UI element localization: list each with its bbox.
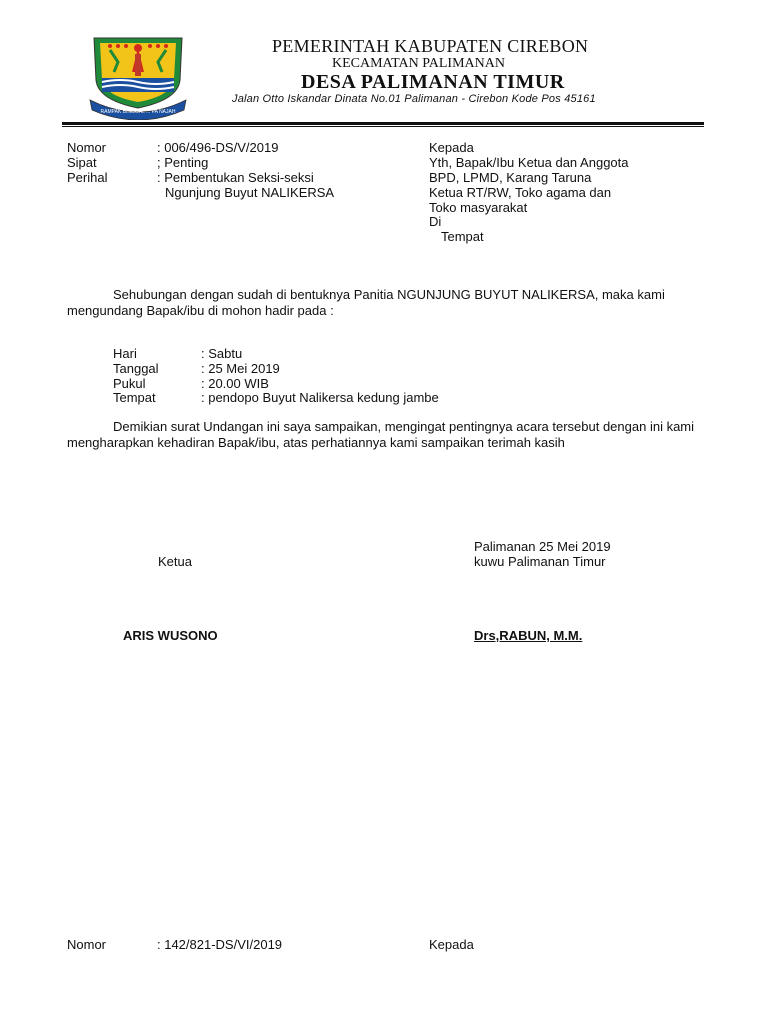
signer-left-name: ARIS WUSONO bbox=[123, 628, 218, 643]
detail-label-tanggal: Tanggal bbox=[113, 361, 159, 376]
detail-label-hari: Hari bbox=[113, 346, 137, 361]
signer-right-role: kuwu Palimanan Timur bbox=[474, 554, 606, 569]
letterhead-government: PEMERINTAH KABUPATEN CIREBON bbox=[272, 36, 589, 56]
letterhead-address: Jalan Otto Iskandar Dinata No.01 Palimanan - Cirebon Kode Pos 45161 bbox=[232, 93, 596, 105]
recipient-line: Toko masyarakat bbox=[429, 200, 528, 215]
recipient-line: Ketua RT/RW, Toko agama dan bbox=[429, 185, 612, 200]
detail-label-pukul: Pukul bbox=[113, 376, 146, 391]
detail-value-pukul: : 20.00 WIB bbox=[201, 376, 269, 391]
regency-emblem-logo bbox=[88, 34, 188, 120]
detail-value-tempat: : pendopo Buyut Nalikersa kedung jambe bbox=[201, 390, 439, 405]
meta-value-nomor: : 006/496-DS/V/2019 bbox=[157, 140, 279, 155]
signer-left-role: Ketua bbox=[158, 554, 192, 569]
recipient-line: Tempat bbox=[441, 229, 484, 244]
meta-value-perihal-cont: Ngunjung Buyut NALIKERSA bbox=[165, 185, 335, 200]
letterhead-village: DESA PALIMANAN TIMUR bbox=[301, 71, 565, 93]
meta-label-nomor: Nomor bbox=[67, 140, 107, 155]
logo-motto: RAMPAK BINGGAL ... PA NAJAH bbox=[100, 109, 176, 115]
meta-value-sipat: ; Penting bbox=[157, 155, 209, 170]
recipient-line: Di bbox=[429, 214, 442, 229]
recipient-line: Yth, Bapak/Ibu Ketua dan Anggota bbox=[429, 155, 629, 170]
letter2-nomor-label: Nomor bbox=[67, 937, 107, 952]
letterhead-rule-thick bbox=[62, 122, 704, 125]
recipient-line: BPD, LPMD, Karang Taruna bbox=[429, 170, 592, 185]
letterhead-rule-thin bbox=[62, 126, 704, 127]
closing-paragraph: Demikian surat Undangan ini saya sampaikan, mengingat pentingnya acara tersebut dengan ini kami mengharapkan kehadiran Bapak/ibu, atas perhatiannya kami sampaikan terimah kasih bbox=[67, 419, 695, 450]
meta-label-perihal: Perihal bbox=[67, 170, 108, 185]
intro-paragraph: Sehubungan dengan sudah di bentuknya Panitia NGUNJUNG BUYUT NALIKERSA, maka kami mengundang Bapak/ibu di mohon hadir pada : bbox=[67, 287, 665, 318]
signer-right-name: Drs,RABUN, M.M. bbox=[474, 628, 583, 643]
detail-label-tempat: Tempat bbox=[113, 390, 156, 405]
meta-label-sipat: Sipat bbox=[67, 155, 97, 170]
letter2-kepada: Kepada bbox=[429, 937, 474, 952]
letter2-nomor-value: : 142/821-DS/VI/2019 bbox=[157, 937, 283, 952]
recipient-line: Kepada bbox=[429, 140, 474, 155]
meta-value-perihal: : Pembentukan Seksi-seksi bbox=[157, 170, 314, 185]
detail-value-tanggal: : 25 Mei 2019 bbox=[201, 361, 280, 376]
letterhead-district: KECAMATAN PALIMANAN bbox=[332, 56, 505, 71]
detail-value-hari: : Sabtu bbox=[201, 346, 243, 361]
place-date: Palimanan 25 Mei 2019 bbox=[474, 539, 611, 554]
